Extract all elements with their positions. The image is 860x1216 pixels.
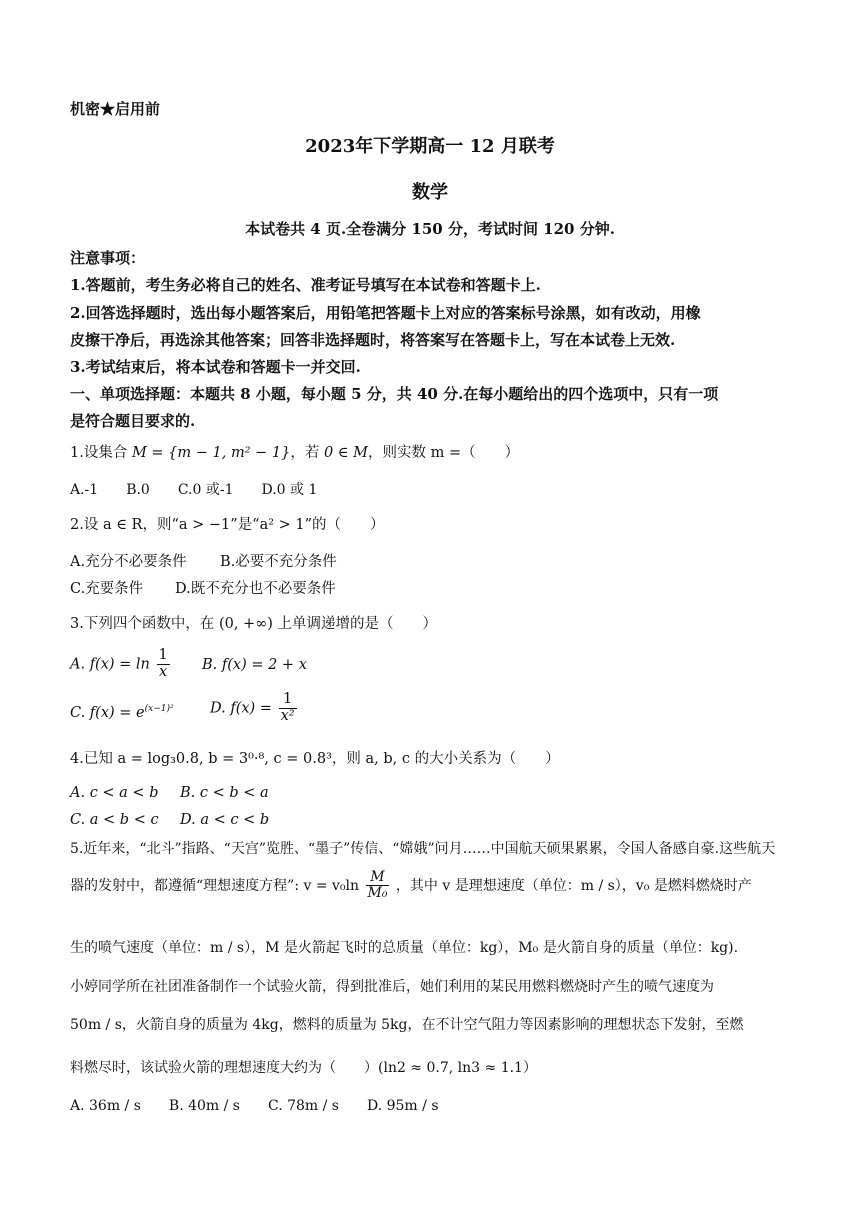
confidential-label: 机密★启用前 xyxy=(70,100,161,118)
q1-mid: ，若 xyxy=(290,445,320,461)
q3-option-b: B. f(x) = 2 + x xyxy=(202,657,307,673)
q2-option-c: C.充要条件 xyxy=(70,581,144,597)
q4-option-b: B. c < b < a xyxy=(180,785,269,801)
exam-subject: 数学 xyxy=(412,182,448,203)
q5-line-5: 50m / s，火箭自身的质量为 4kg，燃料的质量为 5kg，在不计空气阻力等因素影响的理想状态下发射，至燃 xyxy=(70,1017,744,1033)
note-2-line-2: 皮擦干净后，再选涂其他答案；回答非选择题时，将答案写在答题卡上，写在本试卷上无效. xyxy=(70,331,676,349)
q3-option-a-numerator: 1 xyxy=(158,647,168,663)
q5-line-2-suffix: ，其中 v 是理想速度（单位：m / s），v₀ 是燃料燃烧时产 xyxy=(395,877,752,894)
q5-line-4: 小婷同学所在社团准备制作一个试验火箭，得到批准后，她们利用的某民用燃料燃烧时产生的喷气速度为 xyxy=(70,979,714,995)
note-1: 1.答题前，考生务必将自己的姓名、准考证号填写在本试卷和答题卡上. xyxy=(70,276,541,294)
q3-option-a xyxy=(70,648,172,681)
q3-option-d-numerator: 1 xyxy=(279,692,297,709)
q4-option-d: D. a < c < b xyxy=(180,812,270,828)
exam-title: 2023年下学期高一 12 月联考 xyxy=(305,136,555,157)
question-2: 2.设 a ∈ R，则“a > −1”是“a² > 1”的（ ） xyxy=(70,517,385,533)
q5-line-6: 料燃尽时，该试验火箭的理想速度大约为（ ）(ln2 ≈ 0.7, ln3 ≈ 1.1） xyxy=(70,1060,537,1076)
q3-option-a-expr: A. f(x) = ln xyxy=(70,656,150,673)
note-2-line-1: 2.回答选择题时，选出每小题答案后，用铅笔把答题卡上对应的答案标号涂黑，如有改动，用橡 xyxy=(70,304,701,322)
q3-option-c-exponent: (x−1)² xyxy=(144,704,174,714)
exam-info: 本试卷共 4 页.全卷满分 150 分，考试时间 120 分钟. xyxy=(245,220,615,238)
q3-option-d-expr: D. f(x) = xyxy=(210,700,272,717)
section-1-line-2: 是符合题目要求的. xyxy=(70,412,196,430)
q3-option-a-fraction xyxy=(157,648,170,681)
q2-option-a: A.充分不必要条件 xyxy=(70,554,187,570)
q5-line-3: 生的喷气速度（单位：m / s），M 是火箭起飞时的总质量（单位：kg），M₀ 是火箭自身的质量（单位：kg). xyxy=(70,940,739,956)
q5-line-1: 5.近年来，“北斗”指路、“天宫”览胜、“墨子”传信、“嫦娥”问月……中国航天硕果累累，令国人备感自豪.这些航天 xyxy=(70,841,776,857)
q2-option-d: D.既不充分也不必要条件 xyxy=(175,581,336,597)
q3-option-c xyxy=(70,704,174,721)
notes-heading: 注意事项： xyxy=(70,249,146,267)
note-3: 3.考试结束后，将本试卷和答题卡一并交回. xyxy=(70,358,361,376)
q4-option-c: C. a < b < c xyxy=(70,812,159,828)
section-1-line-1: 一、单项选择题：本题共 8 小题，每小题 5 分，共 40 分.在每小题给出的四个选项中，只有一项 xyxy=(70,385,719,403)
q1-options: A.-1 B.0 C.0 或-1 D.0 或 1 xyxy=(70,482,318,498)
q5-line-2 xyxy=(70,870,752,902)
q3-option-a-denominator: x xyxy=(159,663,168,680)
q1-prefix: 1.设集合 xyxy=(70,445,128,461)
q5-fraction-numerator: M xyxy=(366,870,390,886)
q1-postfix: ，则实数 m =（ ） xyxy=(367,445,520,461)
q1-set: M = {m − 1, m² − 1} xyxy=(131,445,291,461)
q3-option-d xyxy=(210,692,299,725)
q3-option-d-denominator: x² xyxy=(280,707,295,724)
q2-option-b: B.必要不充分条件 xyxy=(220,554,337,570)
question-3: 3.下列四个函数中，在 (0, +∞) 上单调递增的是（ ） xyxy=(70,616,438,632)
q5-fraction-denominator: M₀ xyxy=(367,885,388,902)
q3-option-c-expr: C. f(x) = e xyxy=(70,704,145,721)
question-1 xyxy=(70,441,519,462)
q1-condition: 0 ∈ M xyxy=(323,445,368,461)
q5-options: A. 36m / s B. 40m / s C. 78m / s D. 95m / s xyxy=(70,1098,439,1114)
question-4: 4.已知 a = log₃0.8, b = 3⁰·⁸, c = 0.8³，则 a, b, c 的大小关系为（ ） xyxy=(70,751,560,767)
q5-fraction xyxy=(366,870,390,902)
q5-line-2-prefix: 器的发射中，都遵循“理想速度方程”: v = v₀ln xyxy=(70,877,360,894)
q3-option-d-fraction xyxy=(279,692,297,725)
q4-option-a: A. c < a < b xyxy=(70,785,159,801)
